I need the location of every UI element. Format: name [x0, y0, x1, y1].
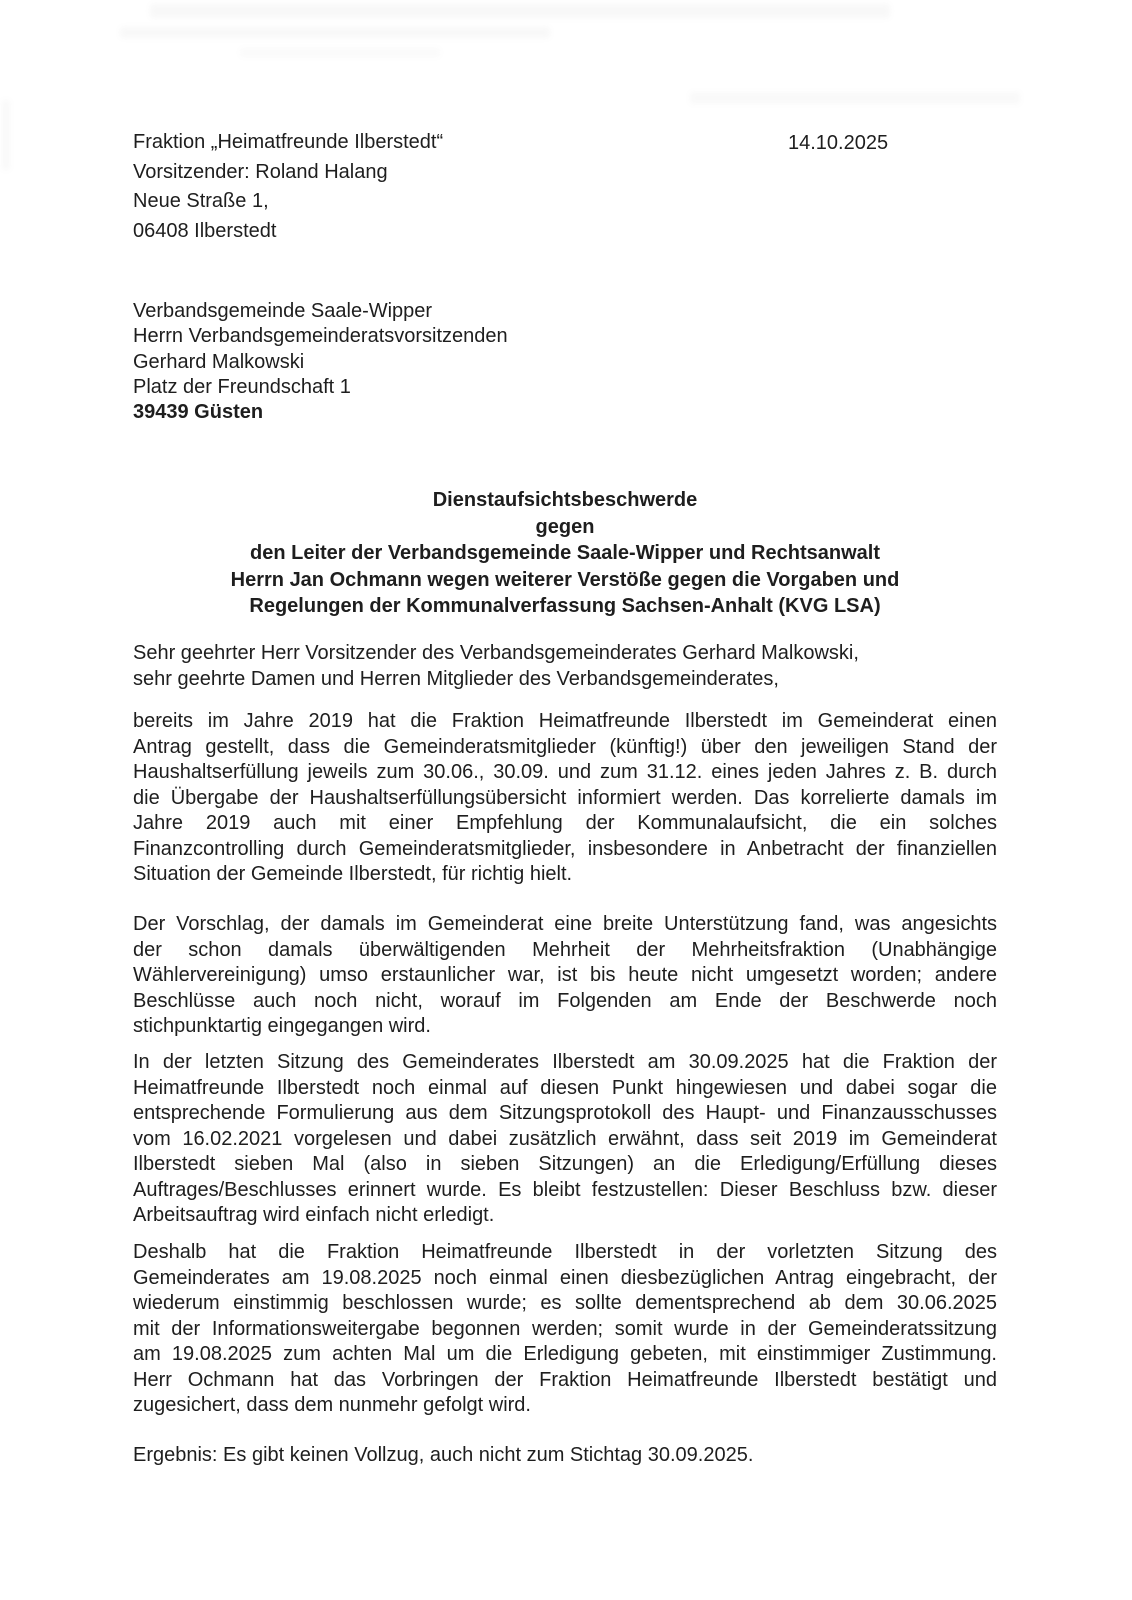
scan-artifact [120, 27, 550, 38]
text-line: Herrn Verbandsgemeinderatsvorsitzenden [133, 325, 508, 348]
text-line: wiederum einstimmig beschlossen wurde; es sollte dementsprechend ab dem 30.06.2025 [133, 1292, 997, 1314]
text-line: Herrn Jan Ochmann wegen weiterer Verstöße gegen die Vorgaben und [230, 568, 900, 591]
recipient-address [133, 299, 997, 425]
text-line: Haushaltserfüllung jeweils zum 30.06., 30.09. und zum 31.12. eines jeden Jahres z. B. durch [133, 761, 997, 783]
text-line: Vorsitzender: Roland Halang [133, 160, 388, 183]
text-line: Jahre 2019 auch mit einer Empfehlung der Kommunalaufsicht, die ein solches [133, 812, 997, 834]
text-line: sehr geehrte Damen und Herren Mitglieder des Verbandsgemeinderates, [133, 667, 779, 690]
text-line: Auftrages/Beschlusses erinnert wurde. Es bleibt festzustellen: Dieser Beschluss bzw. dieser [133, 1178, 997, 1201]
text-line: stichpunktartig eingegangen wird. [133, 1015, 431, 1037]
text-line: Neue Straße 1, [133, 190, 269, 212]
text-line: Herr Ochmann hat das Vorbringen der Fraktion Heimatfreunde Ilberstedt bestätigt und [133, 1368, 997, 1391]
text-line: bereits im Jahre 2019 hat die Fraktion Heimatfreunde Ilberstedt im Gemeinderat einen [133, 710, 997, 732]
paragraph-3 [133, 1050, 997, 1229]
text-line: Gerhard Malkowski [133, 350, 305, 373]
text-line: vom 16.02.2021 vorgelesen und dabei zusätzlich erwähnt, dass seit 2019 im Gemeinderat [133, 1127, 997, 1150]
text-line: den Leiter der Verbandsgemeinde Saale-Wipper und Rechtsanwalt [250, 542, 880, 565]
paragraph-1 [133, 709, 997, 888]
text-line: Dienstaufsichtsbeschwerde [432, 489, 698, 511]
text-line: 39439 Güsten [133, 401, 264, 424]
text-line: Verbandsgemeinde Saale-Wipper [133, 300, 433, 322]
scan-artifact [2, 100, 10, 170]
text-line: Gemeinderates am 19.08.2025 noch einmal einen diesbezüglichen Antrag eingebracht, der [133, 1266, 997, 1289]
text-line: Der Vorschlag, der damals im Gemeinderat eine breite Unterstützung fand, was angesichts [133, 913, 997, 935]
scan-artifact [240, 48, 440, 57]
text-line: gegen [535, 515, 595, 538]
paragraph-4 [133, 1240, 997, 1419]
text-line: der schon damals überwältigenden Mehrheit der Mehrheitsfraktion (Unabhängige [133, 938, 997, 961]
letter-date: 14.10.2025 [788, 132, 889, 154]
subject-heading [133, 487, 997, 620]
text-line: Regelungen der Kommunalverfassung Sachsen-Anhalt (KVG LSA) [249, 595, 881, 618]
text-line: 06408 Ilberstedt [133, 219, 277, 242]
text-line: Finanzcontrolling durch Gemeinderatsmitglieder, insbesondere in Anbetracht der finanziellen [133, 837, 997, 860]
text-line: Deshalb hat die Fraktion Heimatfreunde Ilberstedt in der vorletzten Sitzung des [133, 1241, 997, 1263]
text-line: die Übergabe der Haushaltserfüllungsübersicht informiert werden. Das korrelierte damals im [133, 786, 997, 809]
text-line: Ilberstedt sieben Mal (also in sieben Sitzungen) an die Erledigung/Erfüllung dieses [133, 1153, 997, 1175]
text-line: zugesichert, dass dem nunmehr gefolgt wird. [133, 1394, 531, 1416]
text-line: Arbeitsauftrag wird einfach nicht erledigt. [133, 1204, 495, 1226]
text-line: Sehr geehrter Herr Vorsitzender des Verbandsgemeinderates Gerhard Malkowski, [133, 642, 859, 664]
result-line: Ergebnis: Es gibt keinen Vollzug, auch nicht zum Stichtag 30.09.2025. [133, 1444, 754, 1466]
salutation [133, 641, 997, 692]
text-line: Heimatfreunde Ilberstedt noch einmal auf diesen Punkt hingewiesen und dabei sogar die [133, 1076, 997, 1099]
scan-artifact [690, 92, 1020, 104]
text-line: Beschlüsse auch noch nicht, worauf im Folgenden am Ende der Beschwerde noch [133, 989, 997, 1012]
text-line: Platz der Freundschaft 1 [133, 375, 351, 398]
text-line: Antrag gestellt, dass die Gemeinderatsmitglieder (künftig!) über den jeweiligen Stand der [133, 735, 997, 758]
text-line: Situation der Gemeinde Ilberstedt, für richtig hielt. [133, 863, 573, 885]
text-line: Wählervereinigung) umso erstaunlicher war, ist bis heute nicht umgesetzt worden; andere [133, 964, 997, 986]
scan-artifact [150, 4, 890, 18]
text-line: entsprechende Formulierung aus dem Sitzungsprotokoll des Haupt- und Finanzausschusses [133, 1102, 997, 1124]
text-line: Fraktion „Heimatfreunde Ilberstedt“ [133, 131, 444, 153]
text-line: In der letzten Sitzung des Gemeinderates Ilberstedt am 30.09.2025 hat die Fraktion der [133, 1051, 997, 1073]
text-line: mit der Informationsweitergabe begonnen werden; somit wurde in der Gemeinderatssitzung [133, 1317, 997, 1340]
paragraph-2 [133, 912, 997, 1040]
text-line: am 19.08.2025 zum achten Mal um die Erledigung gebeten, mit einstimmiger Zustimmung. [133, 1343, 997, 1365]
